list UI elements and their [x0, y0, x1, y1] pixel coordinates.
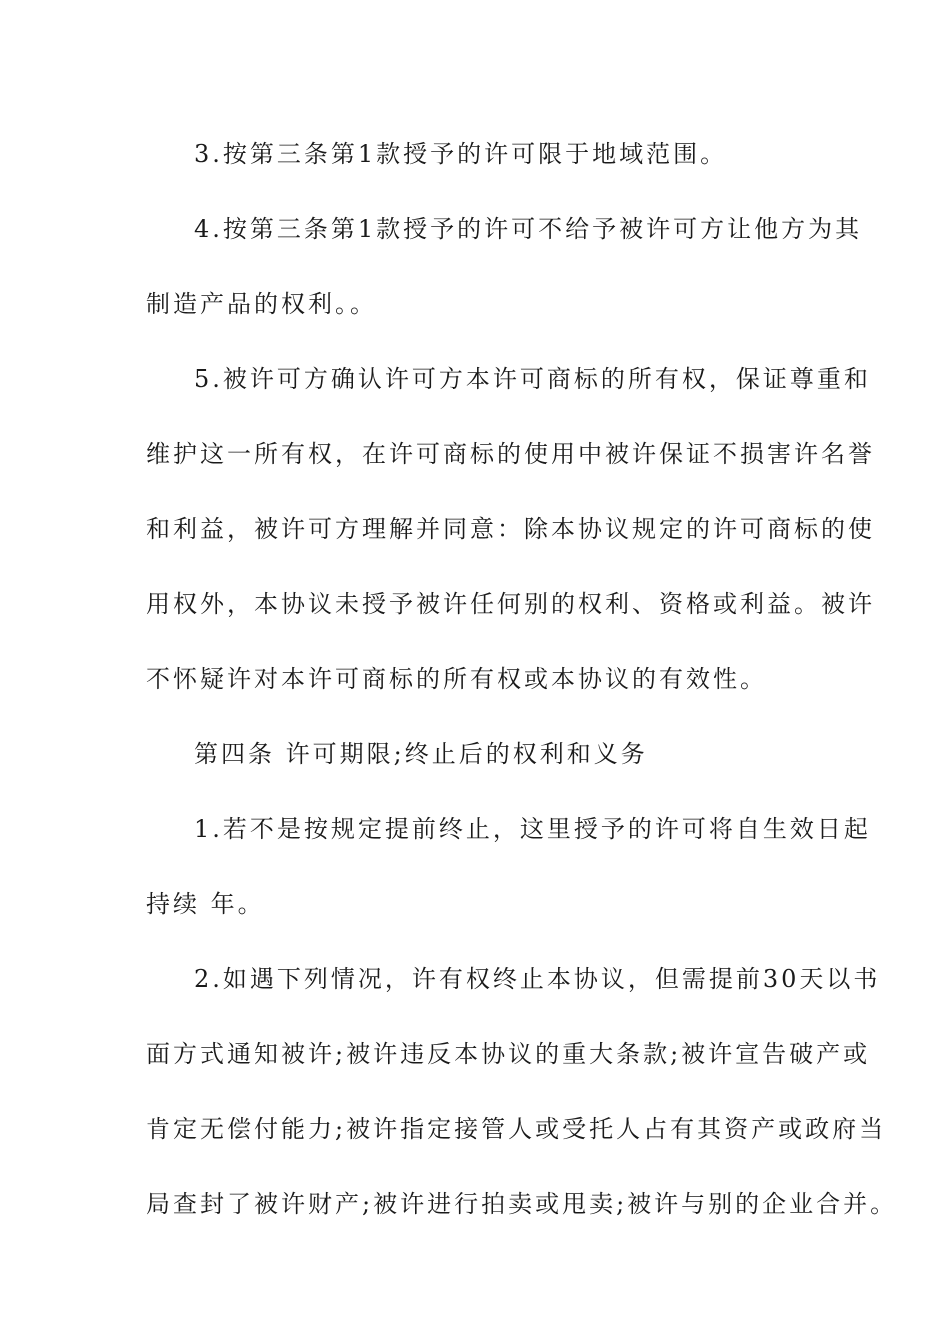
document-body — [146, 132, 898, 1257]
paragraph-line-10: 1.若不是按规定提前终止，这里授予的许可将自生效日起 — [194, 815, 871, 843]
paragraph-line-5: 维护这一所有权，在许可商标的使用中被许保证不损害许名誉 — [146, 440, 875, 468]
paragraph-line-8: 不怀疑许对本许可商标的所有权或本协议的有效性。 — [146, 665, 767, 693]
paragraph-line-11: 持续 年。 — [146, 890, 265, 918]
paragraph-line-13: 面方式通知被许;被许违反本协议的重大条款;被许宣告破产或 — [146, 1040, 871, 1068]
paragraph-line-6: 和利益，被许可方理解并同意：除本协议规定的许可商标的使 — [146, 515, 875, 543]
paragraph-line-7: 用权外，本协议未授予被许任何别的权利、资格或利益。被许 — [146, 590, 875, 618]
paragraph-line-12: 2.如遇下列情况，许有权终止本协议，但需提前30天以书 — [194, 965, 881, 993]
paragraph-line-3: 制造产品的权利。。 — [146, 290, 377, 318]
paragraph-line-15: 局查封了被许财产;被许进行拍卖或甩卖;被许与别的企业合并。 — [146, 1190, 898, 1218]
paragraph-line-4: 5.被许可方确认许可方本许可商标的所有权，保证尊重和 — [194, 365, 871, 393]
paragraph-line-14: 肯定无偿付能力;被许指定接管人或受托人占有其资产或政府当 — [146, 1115, 887, 1143]
paragraph-line-2: 4.按第三条第1款授予的许可不给予被许可方让他方为其 — [194, 215, 863, 243]
paragraph-line-1: 3.按第三条第1款授予的许可限于地域范围。 — [194, 140, 728, 168]
section-heading: 第四条 许可期限;终止后的权利和义务 — [194, 740, 648, 768]
